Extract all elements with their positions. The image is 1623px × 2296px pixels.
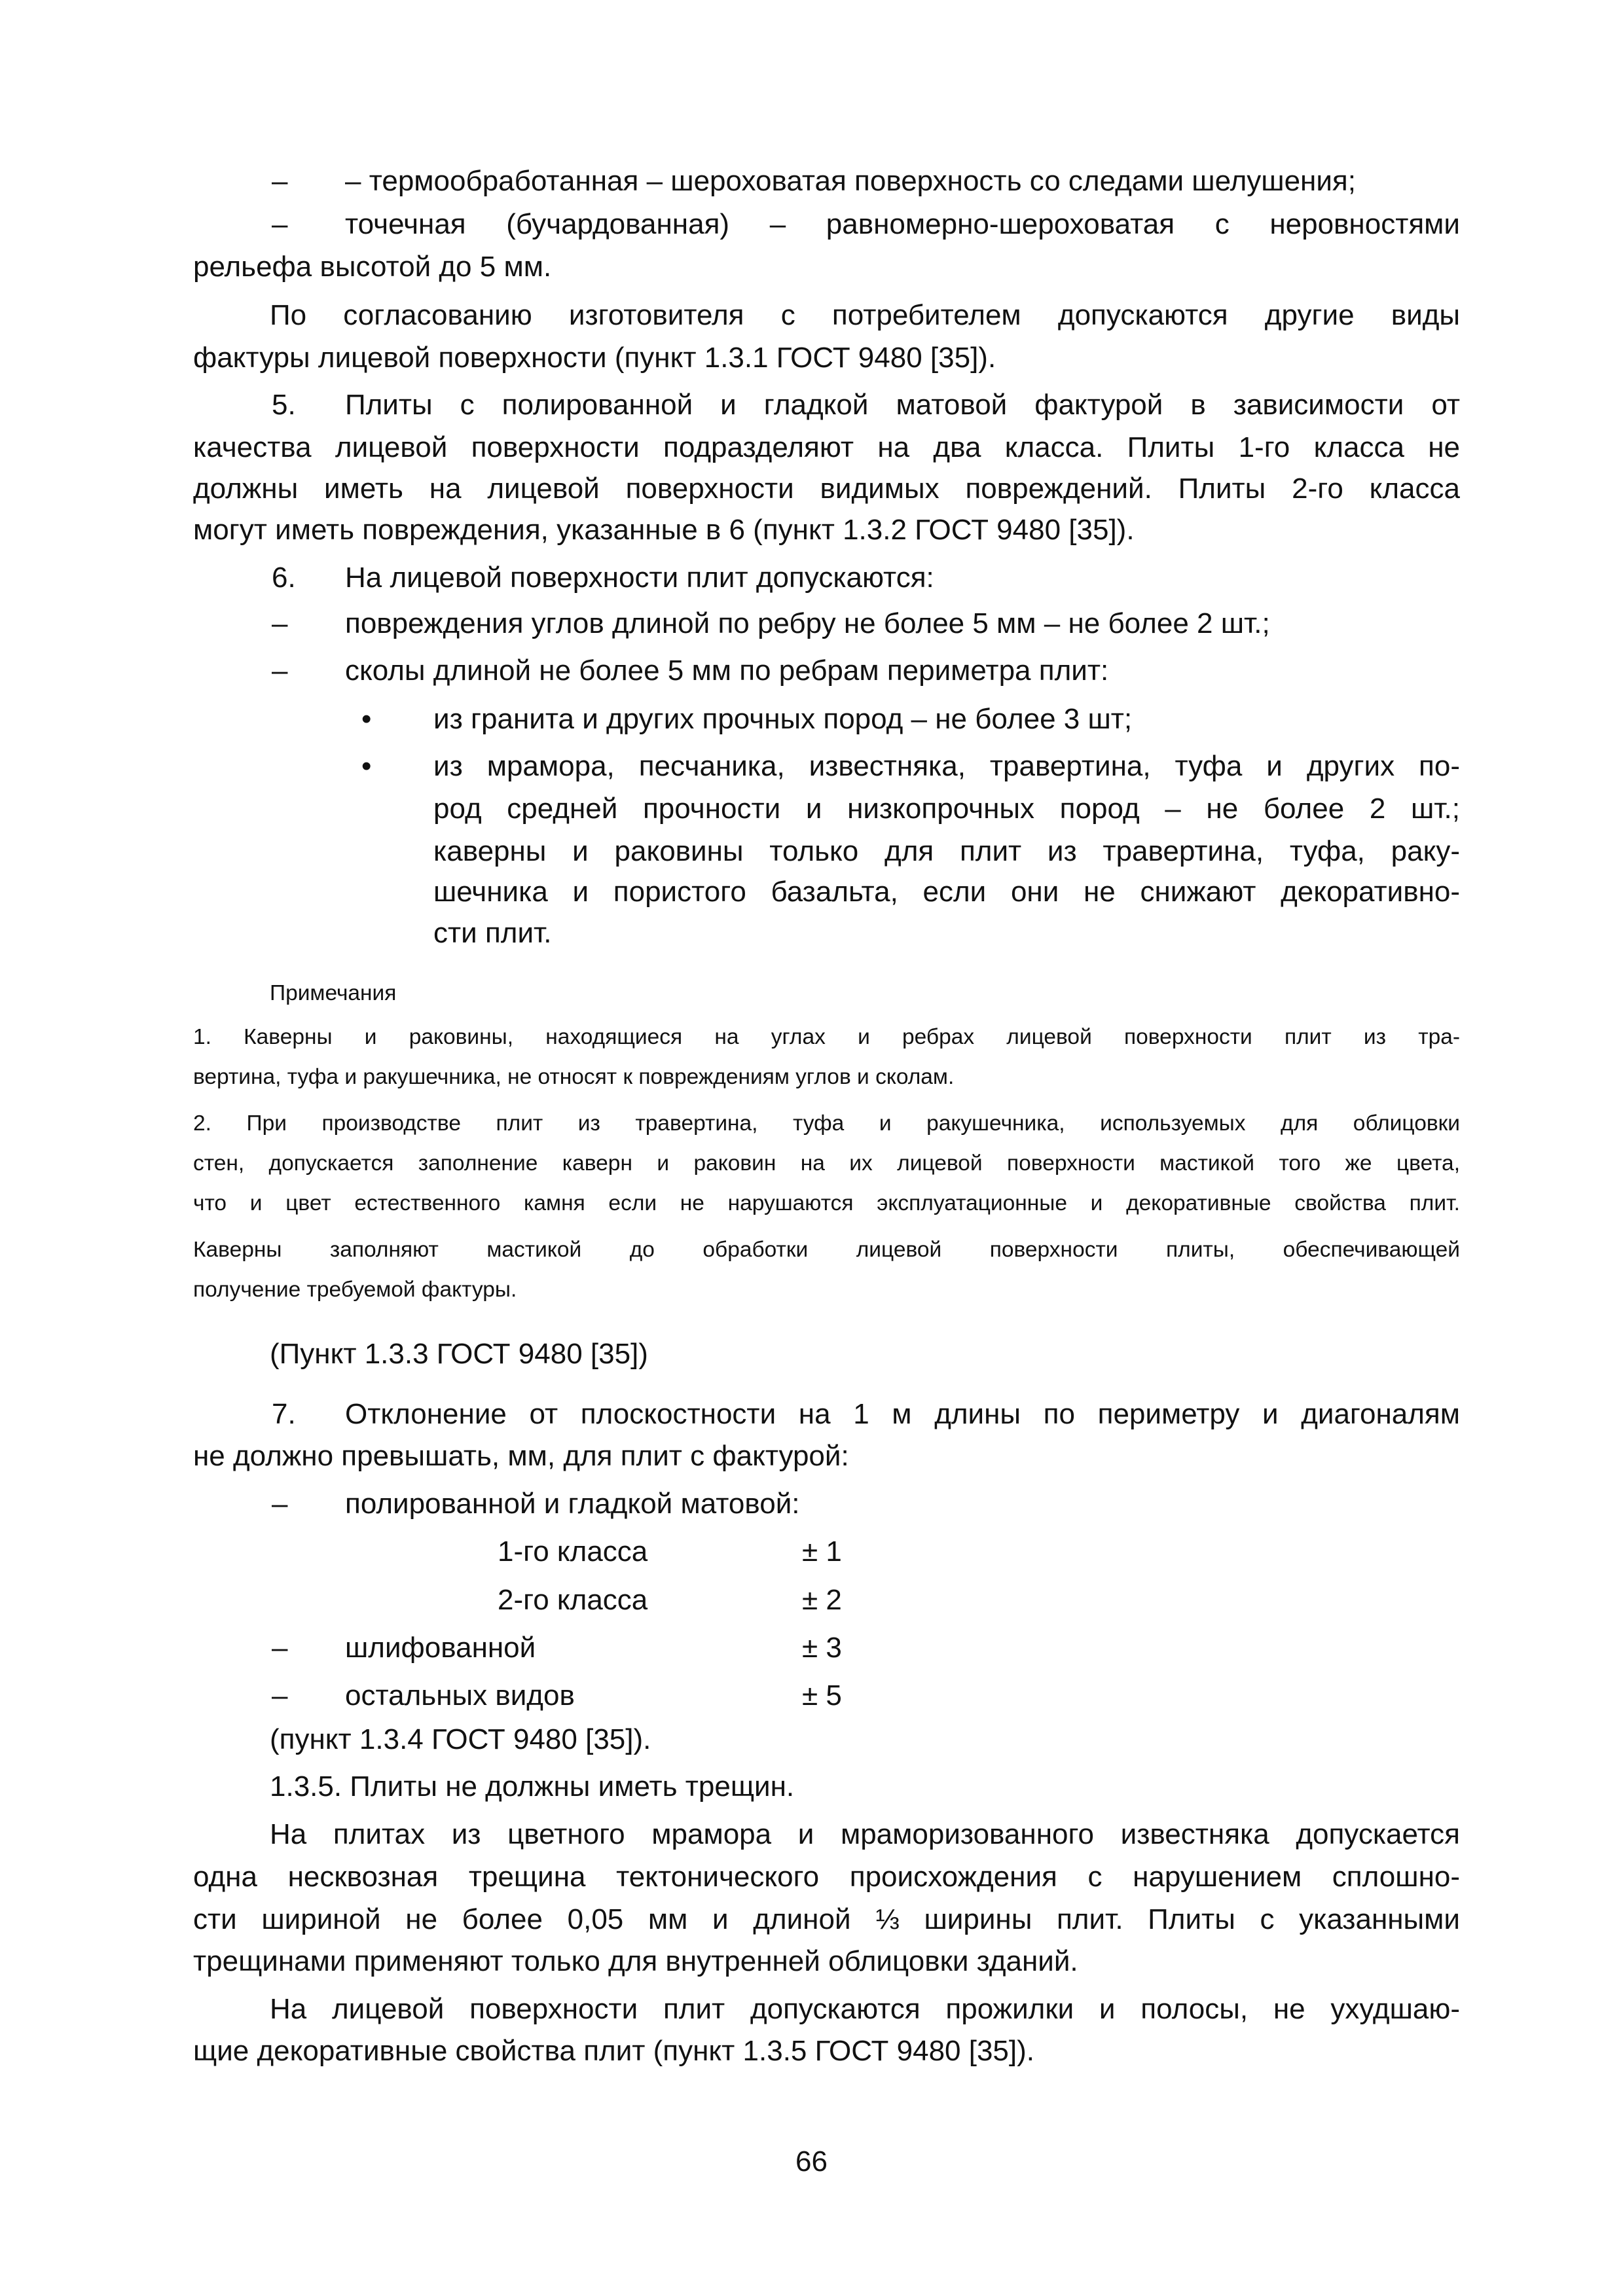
- text-line-content: – термообработанная – шероховатая поверхность со следами шелушения;: [345, 165, 1356, 197]
- list-marker: 5.: [272, 389, 296, 421]
- text-line: фактуры лицевой поверхности (пункт 1.3.1 ГОСТ 9480 [35]).: [193, 342, 996, 374]
- text-line: стен, допускается заполнение каверн и раковин на их лицевой поверхности мастикой того же цвета,: [193, 1151, 1460, 1175]
- list-marker: 7.: [272, 1398, 296, 1430]
- text-line: вертина, туфа и ракушечника, не относят к повреждениям углов и сколам.: [193, 1065, 955, 1089]
- text-line: (пункт 1.3.4 ГОСТ 9480 [35]).: [270, 1723, 651, 1755]
- tolerance-row: шлифованной ± 3: [345, 1632, 842, 1664]
- text-line: Отклонение от плоскостности на 1 м длины по периметру и диагоналям: [345, 1398, 1460, 1430]
- text-line: По согласованию изготовителя с потребителем допускаются другие виды: [270, 299, 1460, 331]
- page-number: 66: [795, 2145, 828, 2178]
- text-line: из гранита и других прочных пород – не более 3 шт;: [433, 703, 1133, 735]
- text-line: точечная (бучардованная) – равномерно-шероховатая с неровностями: [345, 208, 1460, 240]
- text-line: что и цвет естественного камня если не нарушаются эксплуатационные и декоративные свойства плит.: [193, 1191, 1460, 1215]
- list-marker: –: [272, 607, 288, 639]
- text-line: щие декоративные свойства плит (пункт 1.3.5 ГОСТ 9480 [35]).: [193, 2035, 1035, 2067]
- text-line: качества лицевой поверхности подразделяют на два класса. Плиты 1-го класса не: [193, 431, 1460, 463]
- text-line: На лицевой поверхности плит допускаются:: [345, 562, 934, 594]
- bullet-marker: •: [361, 750, 372, 782]
- tolerance-row: 1-го класса ± 1: [498, 1535, 842, 1568]
- text-line: (Пункт 1.3.3 ГОСТ 9480 [35]): [270, 1338, 648, 1370]
- list-marker: –: [272, 655, 288, 687]
- list-marker: –: [272, 1488, 288, 1520]
- text-line: должны иметь на лицевой поверхности видимых повреждений. Плиты 2-го класса: [193, 473, 1460, 505]
- list-marker: –: [272, 208, 288, 240]
- text-line: не должно превышать, мм, для плит с фактурой:: [193, 1440, 849, 1472]
- text-line: 2. При производстве плит из травертина, туфа и ракушечника, используемых для облицовки: [193, 1111, 1460, 1136]
- text-line: получение требуемой фактуры.: [193, 1278, 517, 1302]
- tolerance-row: остальных видов ± 5: [345, 1679, 842, 1712]
- text-line: 1. Каверны и раковины, находящиеся на углах и ребрах лицевой поверхности плит из тра-: [193, 1025, 1460, 1049]
- text-line: На плитах из цветного мрамора и мраморизованного известняка допускается: [270, 1818, 1460, 1850]
- text-line: Примечания: [270, 981, 397, 1005]
- text-line: 1.3.5. Плиты не должны иметь трещин.: [270, 1770, 795, 1803]
- bullet-marker: •: [361, 703, 372, 735]
- text-line: На лицевой поверхности плит допускаются прожилки и полосы, не ухудшаю-: [270, 1993, 1460, 2025]
- list-marker: 6.: [272, 562, 296, 594]
- tolerance-row: 2-го класса ± 2: [498, 1584, 842, 1616]
- text-line: полированной и гладкой матовой:: [345, 1488, 800, 1520]
- text-line: могут иметь повреждения, указанные в 6 (пункт 1.3.2 ГОСТ 9480 [35]).: [193, 514, 1135, 546]
- text-line: сти плит.: [433, 917, 552, 949]
- text-line: Плиты с полированной и гладкой матовой фактурой в зависимости от: [345, 389, 1460, 421]
- text-line: рельефа высотой до 5 мм.: [193, 251, 552, 283]
- list-marker: –: [272, 1632, 288, 1664]
- list-marker: –: [272, 1679, 288, 1712]
- text-line: одна несквозная трещина тектонического происхождения с нарушением сплошно-: [193, 1861, 1460, 1893]
- text-line: Каверны заполняют мастикой до обработки лицевой поверхности плиты, обеспечивающей: [193, 1238, 1460, 1262]
- text-line: сколы длиной не более 5 мм по ребрам периметра плит:: [345, 655, 1109, 687]
- text-line: из мрамора, песчаника, известняка, травертина, туфа и других по-: [433, 750, 1460, 782]
- text-line: трещинами применяют только для внутренней облицовки зданий.: [193, 1945, 1078, 1977]
- text-line: повреждения углов длиной по ребру не более 5 мм – не более 2 шт.;: [345, 607, 1270, 639]
- text-line: род средней прочности и низкопрочных пород – не более 2 шт.;: [433, 793, 1460, 825]
- text-line: сти шириной не более 0,05 мм и длиной ⅓ ширины плит. Плиты с указанными: [193, 1903, 1460, 1935]
- text-line: каверны и раковины только для плит из травертина, туфа, раку-: [433, 835, 1460, 867]
- text-line: шечника и пористого базальта, если они не снижают декоративно-: [433, 876, 1460, 908]
